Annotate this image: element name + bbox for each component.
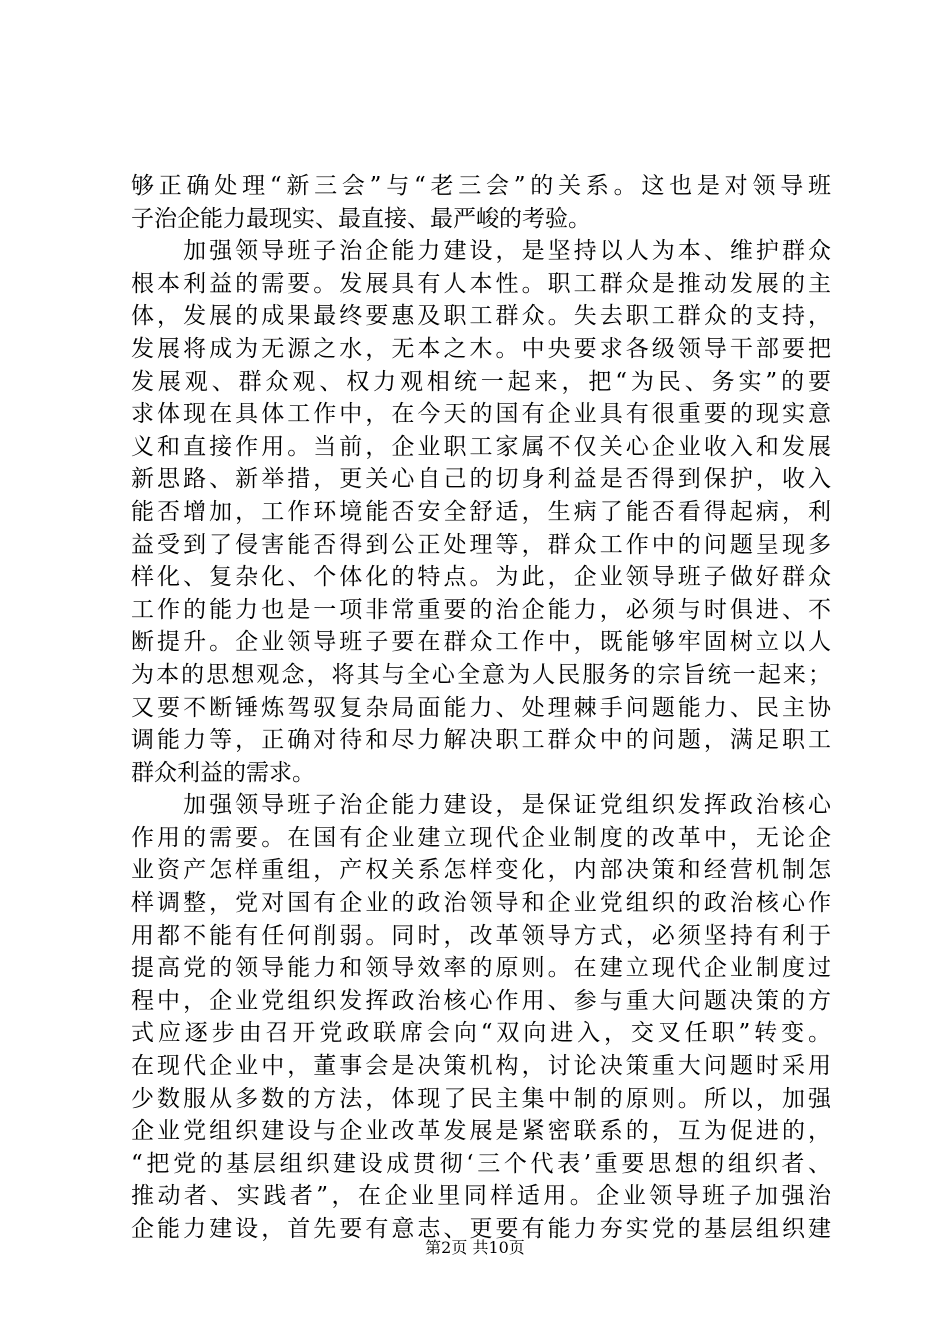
text-line: “把党的基层组织建设成贯彻‘三个代表’重要思想的组织者、 <box>131 1150 831 1177</box>
text-line: 又要不断锤炼驾驭复杂局面能力、处理棘手问题能力、民主协 <box>131 694 831 721</box>
text-line: 求体现在具体工作中，在今天的国有企业具有很重要的现实意 <box>131 401 831 428</box>
text-line: 加强领导班子治企能力建设，是坚持以人为本、维护群众 <box>131 238 831 265</box>
text-line: 样调整，党对国有企业的政治领导和企业党组织的政治核心作 <box>131 890 831 917</box>
text-line: 少数服从多数的方法，体现了民主集中制的原则。所以，加强 <box>131 1085 831 1112</box>
text-line: 用都不能有任何削弱。同时，改革领导方式，必须坚持有利于 <box>131 922 831 949</box>
text-line: 在现代企业中，董事会是决策机构，讨论决策重大问题时采用 <box>131 1053 831 1080</box>
text-line: 业资产怎样重组，产权关系怎样变化，内部决策和经营机制怎 <box>131 857 831 884</box>
text-line: 调能力等，正确对待和尽力解决职工群众中的问题，满足职工 <box>131 727 831 754</box>
text-line: 根本利益的需要。发展具有人本性。职工群众是推动发展的主 <box>131 270 831 297</box>
text-line: 程中，企业党组织发挥政治核心作用、参与重大问题决策的方 <box>131 987 831 1014</box>
text-line: 工作的能力也是一项非常重要的治企能力，必须与时俱进、不 <box>131 596 831 623</box>
text-line: 断提升。企业领导班子要在群众工作中，既能够牢固树立以人 <box>131 629 831 656</box>
page-number: 第2页 共10页 <box>425 1238 525 1257</box>
text-line: 企业党组织建设与企业改革发展是紧密联系的，互为促进的， <box>131 1118 831 1145</box>
text-line: 能否增加，工作环境能否安全舒适，生病了能否看得起病，利 <box>131 498 831 525</box>
text-line: 企能力建设，首先要有意志、更要有能力夯实党的基层组织建 <box>131 1216 831 1242</box>
text-line: 推动者、实践者”，在企业里同样适用。企业领导班子加强治 <box>131 1183 831 1210</box>
text-line: 体，发展的成果最终要惠及职工群众。失去职工群众的支持， <box>131 303 831 330</box>
text-line: 样化、复杂化、个体化的特点。为此，企业领导班子做好群众 <box>131 564 831 591</box>
text-line: 为本的思想观念，将其与全心全意为人民服务的宗旨统一起来； <box>131 661 831 688</box>
text-line: 加强领导班子治企能力建设，是保证党组织发挥政治核心 <box>131 792 831 819</box>
document-body <box>131 170 831 1246</box>
text-line: 益受到了侵害能否得到公正处理等，群众工作中的问题呈现多 <box>131 531 831 558</box>
text-line: 群众利益的需求。 <box>131 759 315 786</box>
text-line: 提高党的领导能力和领导效率的原则。在建立现代企业制度过 <box>131 955 831 982</box>
text-line: 式应逐步由召开党政联席会向“双向进入，交叉任职”转变。 <box>131 1020 831 1047</box>
text-line: 发展观、群众观、权力观相统一起来，把“为民、务实”的要 <box>131 368 831 395</box>
text-line: 新思路、新举措，更关心自己的切身利益是否得到保护，收入 <box>131 466 831 493</box>
text-line: 发展将成为无源之水，无本之木。中央要求各级领导干部要把 <box>131 335 831 362</box>
text-line: 义和直接作用。当前，企业职工家属不仅关心企业收入和发展 <box>131 433 831 460</box>
text-line: 够正确处理“新三会”与“老三会”的关系。这也是对领导班 <box>131 173 831 199</box>
text-line: 作用的需要。在国有企业建立现代企业制度的改革中，无论企 <box>131 824 831 851</box>
text-line: 子治企能力最现实、最直接、最严峻的考验。 <box>131 205 591 232</box>
